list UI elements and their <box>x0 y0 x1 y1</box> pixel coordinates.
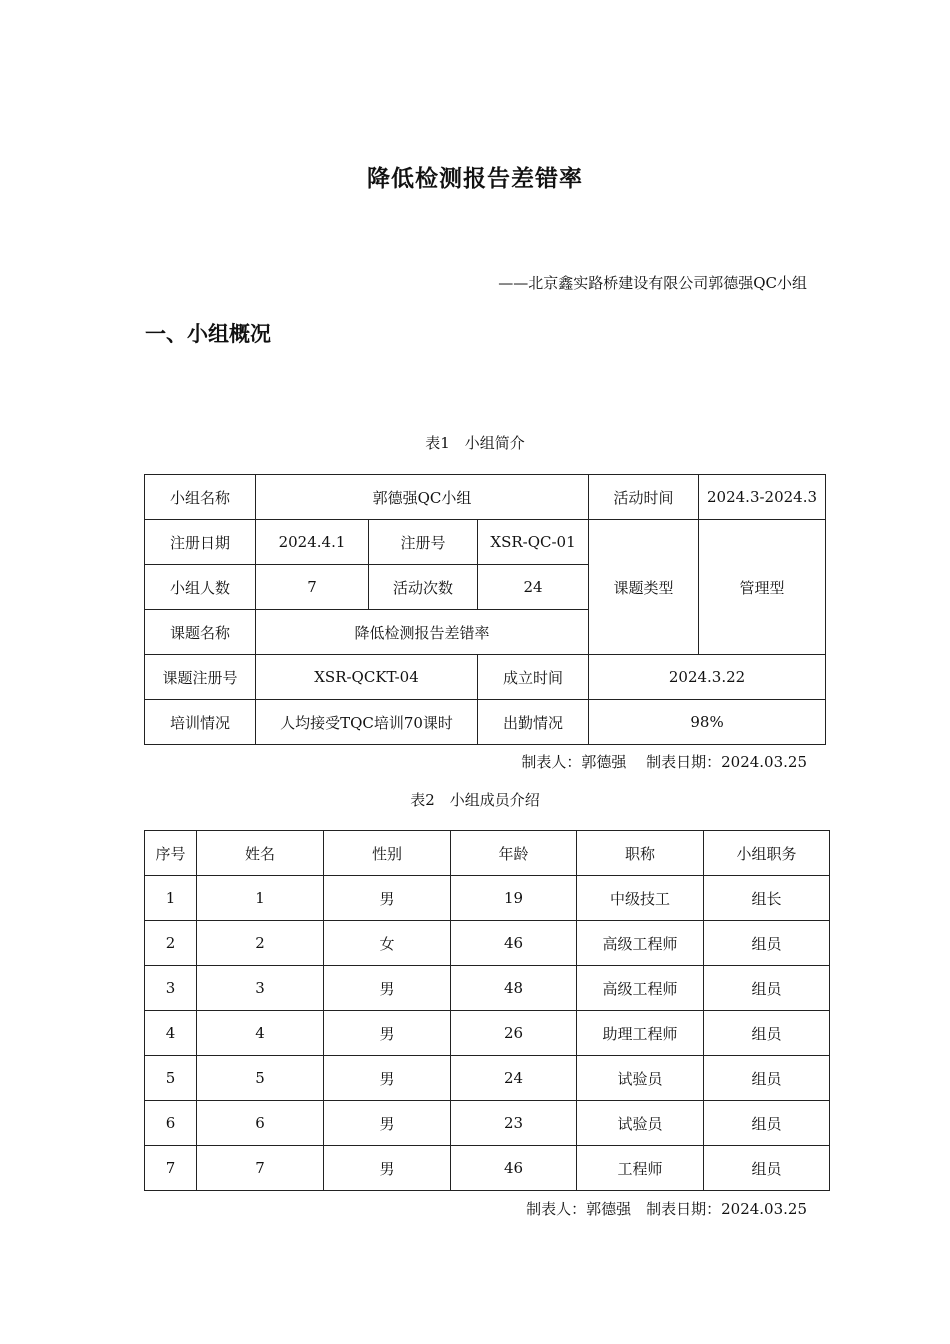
table-row <box>145 655 826 700</box>
table-cell: 工程师 <box>577 1146 704 1191</box>
table-cell: 26 <box>451 1011 577 1056</box>
members-value: 7 <box>256 565 369 610</box>
activity-time-label: 活动时间 <box>589 475 699 520</box>
topic-name-label: 课题名称 <box>145 610 256 655</box>
table-cell: 组员 <box>704 921 830 966</box>
table-cell: 2 <box>145 921 197 966</box>
members-label: 小组人数 <box>145 565 256 610</box>
table-cell: 7 <box>197 1146 324 1191</box>
header-cell: 序号 <box>145 831 197 876</box>
group-name-value: 郭德强QC小组 <box>256 475 589 520</box>
header-cell: 性别 <box>324 831 451 876</box>
header-cell: 职称 <box>577 831 704 876</box>
group-name-label: 小组名称 <box>145 475 256 520</box>
activity-count-label: 活动次数 <box>369 565 478 610</box>
table-cell: 1 <box>145 876 197 921</box>
table-cell: 高级工程师 <box>577 921 704 966</box>
table-cell: 中级技工 <box>577 876 704 921</box>
table-row <box>145 1146 830 1191</box>
table-cell: 组员 <box>704 966 830 1011</box>
topic-type-label: 课题类型 <box>589 520 699 655</box>
table-cell: 48 <box>451 966 577 1011</box>
table-cell: 1 <box>197 876 324 921</box>
table-cell: 19 <box>451 876 577 921</box>
reg-date-value: 2024.4.1 <box>256 520 369 565</box>
header-cell: 小组职务 <box>704 831 830 876</box>
table-cell: 组长 <box>704 876 830 921</box>
table-cell: 4 <box>197 1011 324 1056</box>
table2-caption: 表2 小组成员介绍 <box>410 791 540 809</box>
table-row <box>145 1101 830 1146</box>
activity-time-value: 2024.3-2024.3 <box>699 475 826 520</box>
table-cell: 高级工程师 <box>577 966 704 1011</box>
topic-name-value: 降低检测报告差错率 <box>256 610 589 655</box>
table-row <box>145 966 830 1011</box>
attendance-value: 98% <box>589 700 826 745</box>
table-cell: 助理工程师 <box>577 1011 704 1056</box>
topic-type-value: 管理型 <box>699 520 826 655</box>
founded-label: 成立时间 <box>478 655 589 700</box>
table-row <box>145 1056 830 1101</box>
group-info-table <box>144 474 826 745</box>
topic-reg-label: 课题注册号 <box>145 655 256 700</box>
reg-date-label: 注册日期 <box>145 520 256 565</box>
table-cell: 23 <box>451 1101 577 1146</box>
table-cell: 男 <box>324 1146 451 1191</box>
document-title: 降低检测报告差错率 <box>367 166 583 192</box>
topic-reg-value: XSR-QCKT-04 <box>256 655 478 700</box>
table-cell: 男 <box>324 1011 451 1056</box>
founded-value: 2024.3.22 <box>589 655 826 700</box>
table-cell: 2 <box>197 921 324 966</box>
training-label: 培训情况 <box>145 700 256 745</box>
table-row <box>145 876 830 921</box>
table-cell: 组员 <box>704 1056 830 1101</box>
reg-no-value: XSR-QC-01 <box>478 520 589 565</box>
table-cell: 5 <box>145 1056 197 1101</box>
table-cell: 3 <box>145 966 197 1011</box>
table2-note: 制表人：郭德强 制表日期：2024.03.25 <box>526 1200 807 1218</box>
table-cell: 女 <box>324 921 451 966</box>
table-cell: 组员 <box>704 1101 830 1146</box>
table-cell: 试验员 <box>577 1056 704 1101</box>
table-cell: 5 <box>197 1056 324 1101</box>
document-subtitle: ——北京鑫实路桥建设有限公司郭德强QC小组 <box>498 274 807 292</box>
table-cell: 组员 <box>704 1146 830 1191</box>
table-cell: 46 <box>451 921 577 966</box>
activity-count-value: 24 <box>478 565 589 610</box>
header-cell: 姓名 <box>197 831 324 876</box>
members-table <box>144 830 830 1191</box>
table-cell: 6 <box>145 1101 197 1146</box>
attendance-label: 出勤情况 <box>478 700 589 745</box>
table-cell: 试验员 <box>577 1101 704 1146</box>
table-cell: 男 <box>324 1101 451 1146</box>
table-cell: 3 <box>197 966 324 1011</box>
table-cell: 男 <box>324 876 451 921</box>
table-header-row <box>145 831 830 876</box>
section-heading: 一、小组概况 <box>145 322 271 346</box>
table1-caption: 表1 小组简介 <box>425 434 525 452</box>
table-row <box>145 700 826 745</box>
table-cell: 6 <box>197 1101 324 1146</box>
table1-note: 制表人：郭德强 制表日期：2024.03.25 <box>521 753 807 771</box>
table-row <box>145 520 826 565</box>
reg-no-label: 注册号 <box>369 520 478 565</box>
table-cell: 4 <box>145 1011 197 1056</box>
table-row <box>145 921 830 966</box>
table-cell: 男 <box>324 966 451 1011</box>
table-row <box>145 475 826 520</box>
table-cell: 46 <box>451 1146 577 1191</box>
table-cell: 组员 <box>704 1011 830 1056</box>
training-value: 人均接受TQC培训70课时 <box>256 700 478 745</box>
header-cell: 年龄 <box>451 831 577 876</box>
table-cell: 男 <box>324 1056 451 1101</box>
table-row <box>145 1011 830 1056</box>
table-cell: 7 <box>145 1146 197 1191</box>
table-cell: 24 <box>451 1056 577 1101</box>
